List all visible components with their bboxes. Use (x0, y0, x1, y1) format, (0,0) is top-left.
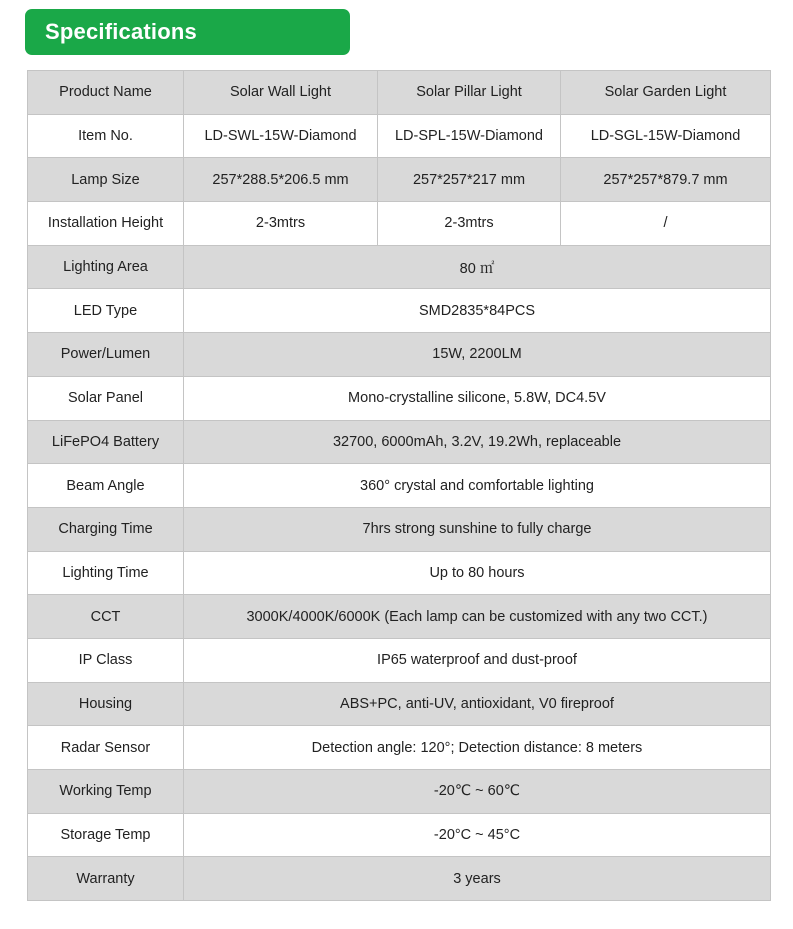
row-value: 360° crystal and comfortable lighting (184, 464, 771, 508)
table-row (28, 158, 771, 202)
table-row (28, 507, 771, 551)
table-row (28, 595, 771, 639)
table-header-row (28, 71, 771, 115)
product-name-wall-light: Solar Wall Light (184, 71, 378, 115)
row-value: ABS+PC, anti-UV, antioxidant, V0 fireproof (184, 682, 771, 726)
table-row (28, 333, 771, 377)
row-value: LD-SGL-15W-Diamond (561, 114, 771, 158)
row-label: Beam Angle (28, 464, 184, 508)
row-value: 3000K/4000K/6000K (Each lamp can be customized with any two CCT.) (184, 595, 771, 639)
row-value: 257*257*217 mm (378, 158, 561, 202)
row-label: Lighting Time (28, 551, 184, 595)
row-label: Housing (28, 682, 184, 726)
row-value: -20℃ ~ 60℃ (184, 770, 771, 814)
row-value: LD-SPL-15W-Diamond (378, 114, 561, 158)
row-label: IP Class (28, 638, 184, 682)
specifications-table (27, 70, 771, 901)
row-label: Lamp Size (28, 158, 184, 202)
row-label: CCT (28, 595, 184, 639)
row-value: Up to 80 hours (184, 551, 771, 595)
table-row (28, 464, 771, 508)
row-label: Installation Height (28, 202, 184, 246)
row-label: Storage Temp (28, 813, 184, 857)
row-value: IP65 waterproof and dust-proof (184, 638, 771, 682)
table-row (28, 289, 771, 333)
row-label: Warranty (28, 857, 184, 901)
table-row (28, 551, 771, 595)
row-label: Radar Sensor (28, 726, 184, 770)
row-label: Power/Lumen (28, 333, 184, 377)
row-value: 15W, 2200LM (184, 333, 771, 377)
product-name-pillar-light: Solar Pillar Light (378, 71, 561, 115)
table-row (28, 114, 771, 158)
row-label: LED Type (28, 289, 184, 333)
row-value: 3 years (184, 857, 771, 901)
table-row (28, 245, 771, 289)
row-label: Charging Time (28, 507, 184, 551)
table-row (28, 813, 771, 857)
row-label: Solar Panel (28, 376, 184, 420)
row-value: Detection angle: 120°; Detection distance: 8 meters (184, 726, 771, 770)
row-value: 80 ㎡ (184, 245, 771, 289)
row-value: 257*288.5*206.5 mm (184, 158, 378, 202)
table-row (28, 202, 771, 246)
row-value: LD-SWL-15W-Diamond (184, 114, 378, 158)
row-value: 32700, 6000mAh, 3.2V, 19.2Wh, replaceable (184, 420, 771, 464)
row-value: 7hrs strong sunshine to fully charge (184, 507, 771, 551)
row-value: SMD2835*84PCS (184, 289, 771, 333)
table-row (28, 420, 771, 464)
row-value: 257*257*879.7 mm (561, 158, 771, 202)
table-row (28, 770, 771, 814)
table-row (28, 638, 771, 682)
row-label: Lighting Area (28, 245, 184, 289)
row-label: LiFePO4 Battery (28, 420, 184, 464)
row-label: Item No. (28, 114, 184, 158)
table-row (28, 857, 771, 901)
row-value: Mono-crystalline silicone, 5.8W, DC4.5V (184, 376, 771, 420)
table-row (28, 726, 771, 770)
row-value: -20°C ~ 45°C (184, 813, 771, 857)
row-label: Working Temp (28, 770, 184, 814)
specifications-title-bar (25, 9, 350, 55)
product-name-garden-light: Solar Garden Light (561, 71, 771, 115)
table-row (28, 682, 771, 726)
row-value: / (561, 202, 771, 246)
row-value: 2-3mtrs (378, 202, 561, 246)
row-label: Product Name (28, 71, 184, 115)
table-row (28, 376, 771, 420)
row-value: 2-3mtrs (184, 202, 378, 246)
page-title: Specifications (45, 19, 197, 44)
